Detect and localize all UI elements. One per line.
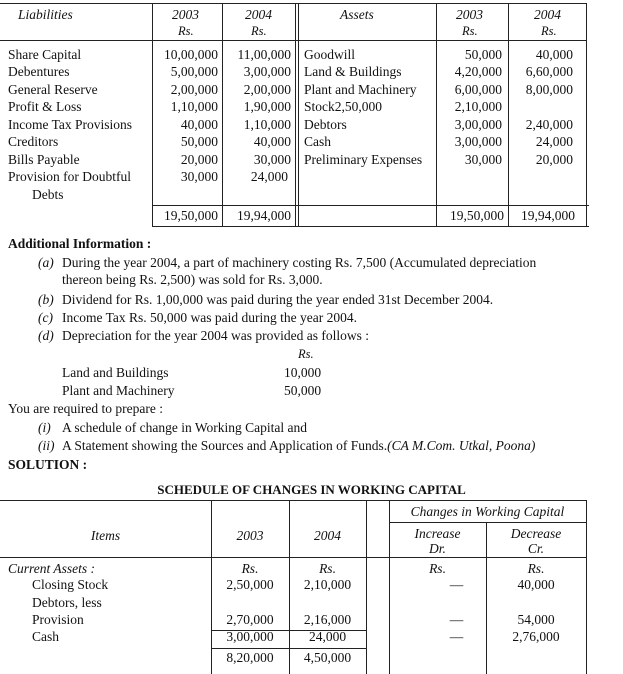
req-text: A schedule of change in Working Capital and bbox=[62, 420, 307, 435]
req-label: (ii) bbox=[38, 438, 55, 453]
liability-name: Income Tax Provisions bbox=[8, 117, 133, 132]
asset-2004: 40,000 bbox=[535, 47, 573, 62]
req-text bbox=[62, 438, 535, 454]
schedule-title: SCHEDULE OF CHANGES IN WORKING CAPITAL bbox=[157, 482, 466, 497]
liability-2004: 1,10,000 bbox=[243, 117, 291, 132]
liability-name: Debts bbox=[32, 187, 64, 202]
liability-2003: 5,00,000 bbox=[170, 64, 218, 79]
header-2003: 2003 bbox=[172, 7, 199, 22]
asset-2003: 3,00,000 bbox=[454, 117, 502, 132]
asset-2003: 30,000 bbox=[464, 152, 502, 167]
row-2004: 2,16,000 bbox=[303, 612, 352, 627]
asset-name: Stock2,50,000 bbox=[304, 99, 383, 114]
row-increase: — bbox=[449, 612, 464, 627]
rs-label: Rs. bbox=[527, 561, 545, 576]
depreciation-name: Plant and Machinery bbox=[62, 383, 175, 398]
asset-name: Land & Buildings bbox=[304, 64, 402, 79]
header-2004: 2004 bbox=[534, 7, 561, 22]
liability-2003: 20,000 bbox=[180, 152, 218, 167]
asset-2003: 2,10,000 bbox=[454, 99, 502, 114]
rs-label: Rs. bbox=[241, 561, 259, 576]
row-decrease: 54,000 bbox=[517, 612, 555, 627]
item-text: thereon being Rs. 2,500) was sold for Rs. 3,000. bbox=[62, 272, 323, 287]
header-2004: 2004 bbox=[245, 7, 272, 22]
liability-2003: 40,000 bbox=[180, 117, 218, 132]
header-2003: 2003 bbox=[236, 528, 264, 543]
liability-2003: 50,000 bbox=[180, 134, 218, 149]
asset-2004: 8,00,000 bbox=[525, 82, 573, 97]
header-2004: 2004 bbox=[314, 528, 341, 543]
item-text: During the year 2004, a part of machinery costing Rs. 7,500 (Accumulated depreciation bbox=[62, 255, 537, 270]
liability-name: Creditors bbox=[8, 134, 59, 149]
row-increase: — bbox=[449, 629, 464, 644]
liability-name: Profit & Loss bbox=[8, 99, 82, 114]
row-2003: 3,00,000 bbox=[226, 629, 274, 644]
total-2003: 8,20,000 bbox=[226, 650, 274, 665]
header-cr: Cr. bbox=[527, 541, 545, 556]
header-rs: Rs. bbox=[251, 24, 267, 38]
total-assets-2004: 19,94,000 bbox=[521, 208, 575, 223]
liability-name: Bills Payable bbox=[8, 152, 80, 167]
row-name: Provision bbox=[32, 612, 84, 627]
req-label: (i) bbox=[38, 420, 51, 435]
liability-2004: 11,00,000 bbox=[237, 47, 291, 62]
total-assets-2003: 19,50,000 bbox=[450, 208, 504, 223]
header-rs: Rs. bbox=[178, 24, 194, 38]
liability-name: Share Capital bbox=[8, 47, 82, 62]
depreciation-rs: Rs. bbox=[298, 347, 314, 361]
row-name: Cash bbox=[32, 629, 59, 644]
header-dr: Dr. bbox=[429, 541, 446, 556]
asset-2003: 6,00,000 bbox=[454, 82, 502, 97]
liability-2003: 30,000 bbox=[180, 169, 218, 184]
depreciation-name: Land and Buildings bbox=[62, 365, 169, 380]
asset-name: Cash bbox=[304, 134, 331, 149]
liability-2003: 1,10,000 bbox=[170, 99, 218, 114]
item-text: Income Tax Rs. 50,000 was paid during the year 2004. bbox=[62, 310, 357, 325]
liability-2004: 40,000 bbox=[253, 134, 291, 149]
citation: (CA M.Com. Utkal, Poona) bbox=[387, 438, 536, 453]
solution-heading: SOLUTION : bbox=[8, 457, 88, 472]
asset-name: Preliminary Expenses bbox=[304, 152, 423, 167]
depreciation-value: 50,000 bbox=[284, 383, 322, 398]
row-name: Closing Stock bbox=[32, 577, 109, 592]
header-increase: Increase bbox=[414, 526, 461, 541]
header-rs: Rs. bbox=[462, 24, 478, 38]
header-rs: Rs. bbox=[541, 24, 557, 38]
row-increase: — bbox=[449, 577, 464, 592]
total-liabilities-2003: 19,50,000 bbox=[164, 208, 218, 223]
item-label: (c) bbox=[38, 310, 53, 325]
row-2003: 2,50,000 bbox=[226, 577, 274, 592]
asset-name: Debtors bbox=[304, 117, 347, 132]
asset-2003: 4,20,000 bbox=[454, 64, 502, 79]
liability-2004: 2,00,000 bbox=[243, 82, 291, 97]
req-text-main: A Statement showing the Sources and Application of Funds. bbox=[62, 438, 388, 453]
row-2004: 2,10,000 bbox=[303, 577, 352, 592]
liability-name: Debentures bbox=[8, 64, 70, 79]
liability-name: Provision for Doubtful bbox=[8, 169, 131, 184]
item-label: (d) bbox=[38, 328, 54, 343]
asset-2003: 50,000 bbox=[464, 47, 502, 62]
asset-2004: 24,000 bbox=[535, 134, 573, 149]
item-label: (b) bbox=[38, 292, 54, 307]
item-label: (a) bbox=[38, 255, 54, 270]
header-liabilities: Liabilities bbox=[18, 7, 73, 22]
header-assets: Assets bbox=[340, 7, 374, 22]
header-changes: Changes in Working Capital bbox=[410, 504, 565, 519]
row-2003: 2,70,000 bbox=[226, 612, 274, 627]
header-decrease: Decrease bbox=[510, 526, 562, 541]
asset-name: Goodwill bbox=[304, 47, 356, 62]
liability-2004: 30,000 bbox=[253, 152, 291, 167]
liability-2003: 2,00,000 bbox=[170, 82, 218, 97]
current-assets-label: Current Assets : bbox=[8, 561, 96, 576]
asset-name: Plant and Machinery bbox=[304, 82, 417, 97]
row-decrease: 2,76,000 bbox=[512, 629, 560, 644]
asset-2004: 20,000 bbox=[535, 152, 573, 167]
total-liabilities-2004: 19,94,000 bbox=[237, 208, 291, 223]
header-items: Items bbox=[90, 528, 121, 543]
liability-name: General Reserve bbox=[8, 82, 98, 97]
liability-2003: 10,00,000 bbox=[164, 47, 218, 62]
total-2004: 4,50,000 bbox=[303, 650, 352, 665]
liability-2004: 3,00,000 bbox=[243, 64, 291, 79]
item-text: Depreciation for the year 2004 was provided as follows : bbox=[62, 328, 370, 343]
asset-2003: 3,00,000 bbox=[454, 134, 502, 149]
asset-2004: 2,40,000 bbox=[525, 117, 573, 132]
header-2003: 2003 bbox=[456, 7, 483, 22]
rs-label: Rs. bbox=[429, 561, 446, 576]
item-text: Dividend for Rs. 1,00,000 was paid during the year ended 31st December 2004. bbox=[62, 292, 494, 307]
additional-heading: Additional Information : bbox=[8, 236, 152, 251]
rs-label: Rs. bbox=[319, 561, 336, 576]
liability-2004: 1,90,000 bbox=[243, 99, 291, 114]
row-name: Debtors, less bbox=[32, 595, 102, 610]
liability-2004: 24,000 bbox=[250, 169, 288, 184]
required-text: You are required to prepare : bbox=[8, 401, 163, 416]
asset-2004: 6,60,000 bbox=[525, 64, 573, 79]
depreciation-value: 10,000 bbox=[284, 365, 322, 380]
row-2004: 24,000 bbox=[308, 629, 347, 644]
row-decrease: 40,000 bbox=[517, 577, 555, 592]
